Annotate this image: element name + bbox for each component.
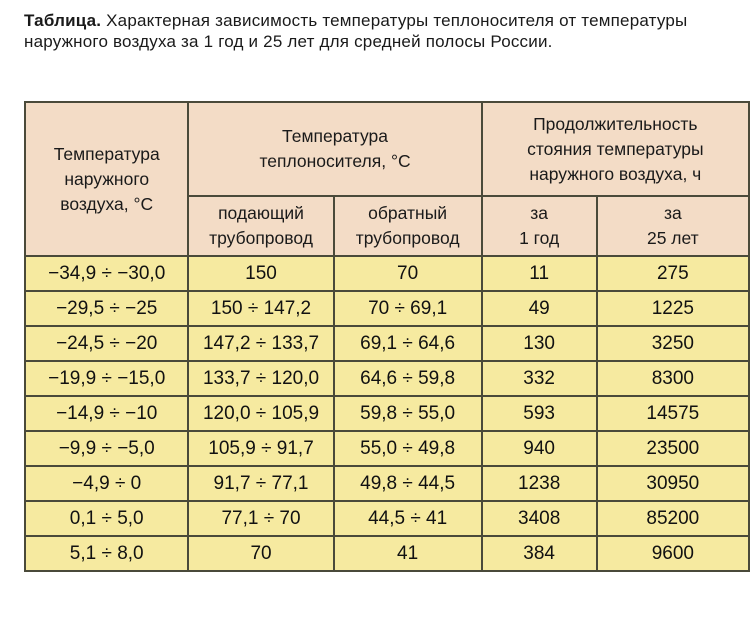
header-coolant-temperature: Температура теплоносителя, °С (188, 102, 481, 196)
table-row (25, 396, 749, 431)
cell-return: 69,1 ÷ 64,6 (334, 326, 482, 361)
cell-1-year: 11 (482, 256, 597, 291)
cell-supply: 150 ÷ 147,2 (188, 291, 333, 326)
cell-return: 59,8 ÷ 55,0 (334, 396, 482, 431)
cell-return: 49,8 ÷ 44,5 (334, 466, 482, 501)
cell-supply: 70 (188, 536, 333, 571)
table-row (25, 501, 749, 536)
cell-25-years: 3250 (597, 326, 749, 361)
cell-supply: 133,7 ÷ 120,0 (188, 361, 333, 396)
cell-return: 70 ÷ 69,1 (334, 291, 482, 326)
temperature-table (24, 101, 750, 572)
cell-supply: 105,9 ÷ 91,7 (188, 431, 333, 466)
cell-outdoor: −24,5 ÷ −20 (25, 326, 188, 361)
cell-supply: 91,7 ÷ 77,1 (188, 466, 333, 501)
header-duration: Продолжительность стояния температуры наружного воздуха, ч (482, 102, 749, 196)
cell-outdoor: −29,5 ÷ −25 (25, 291, 188, 326)
cell-supply: 147,2 ÷ 133,7 (188, 326, 333, 361)
cell-1-year: 593 (482, 396, 597, 431)
cell-25-years: 9600 (597, 536, 749, 571)
cell-1-year: 3408 (482, 501, 597, 536)
table-row (25, 431, 749, 466)
cell-1-year: 332 (482, 361, 597, 396)
cell-outdoor: −9,9 ÷ −5,0 (25, 431, 188, 466)
cell-outdoor: −14,9 ÷ −10 (25, 396, 188, 431)
table-row (25, 466, 749, 501)
cell-25-years: 14575 (597, 396, 749, 431)
cell-1-year: 1238 (482, 466, 597, 501)
table-row (25, 291, 749, 326)
cell-outdoor: −34,9 ÷ −30,0 (25, 256, 188, 291)
table-row (25, 536, 749, 571)
cell-return: 64,6 ÷ 59,8 (334, 361, 482, 396)
cell-25-years: 85200 (597, 501, 749, 536)
cell-1-year: 384 (482, 536, 597, 571)
header-supply-pipe: подающий трубопровод (188, 196, 333, 256)
cell-outdoor: 5,1 ÷ 8,0 (25, 536, 188, 571)
header-return-pipe: обратный трубопровод (334, 196, 482, 256)
cell-25-years: 1225 (597, 291, 749, 326)
cell-outdoor: −4,9 ÷ 0 (25, 466, 188, 501)
cell-supply: 77,1 ÷ 70 (188, 501, 333, 536)
cell-return: 44,5 ÷ 41 (334, 501, 482, 536)
cell-25-years: 30950 (597, 466, 749, 501)
cell-25-years: 23500 (597, 431, 749, 466)
cell-1-year: 940 (482, 431, 597, 466)
table-caption (24, 10, 744, 52)
cell-return: 41 (334, 536, 482, 571)
cell-return: 55,0 ÷ 49,8 (334, 431, 482, 466)
header-25-years: за 25 лет (597, 196, 749, 256)
cell-25-years: 275 (597, 256, 749, 291)
cell-1-year: 49 (482, 291, 597, 326)
cell-outdoor: 0,1 ÷ 5,0 (25, 501, 188, 536)
cell-25-years: 8300 (597, 361, 749, 396)
caption-prefix: Таблица. (24, 11, 102, 30)
header-outdoor-temperature: Температура наружного воздуха, °С (25, 102, 188, 256)
table-row (25, 326, 749, 361)
cell-1-year: 130 (482, 326, 597, 361)
caption-text: Характерная зависимость температуры теплоносителя от температуры наружного воздуха за 1 год и 25 лет для средней полосы России. (24, 11, 688, 51)
table-row (25, 256, 749, 291)
table-row (25, 361, 749, 396)
header-1-year: за 1 год (482, 196, 597, 256)
cell-outdoor: −19,9 ÷ −15,0 (25, 361, 188, 396)
cell-supply: 150 (188, 256, 333, 291)
cell-return: 70 (334, 256, 482, 291)
cell-supply: 120,0 ÷ 105,9 (188, 396, 333, 431)
